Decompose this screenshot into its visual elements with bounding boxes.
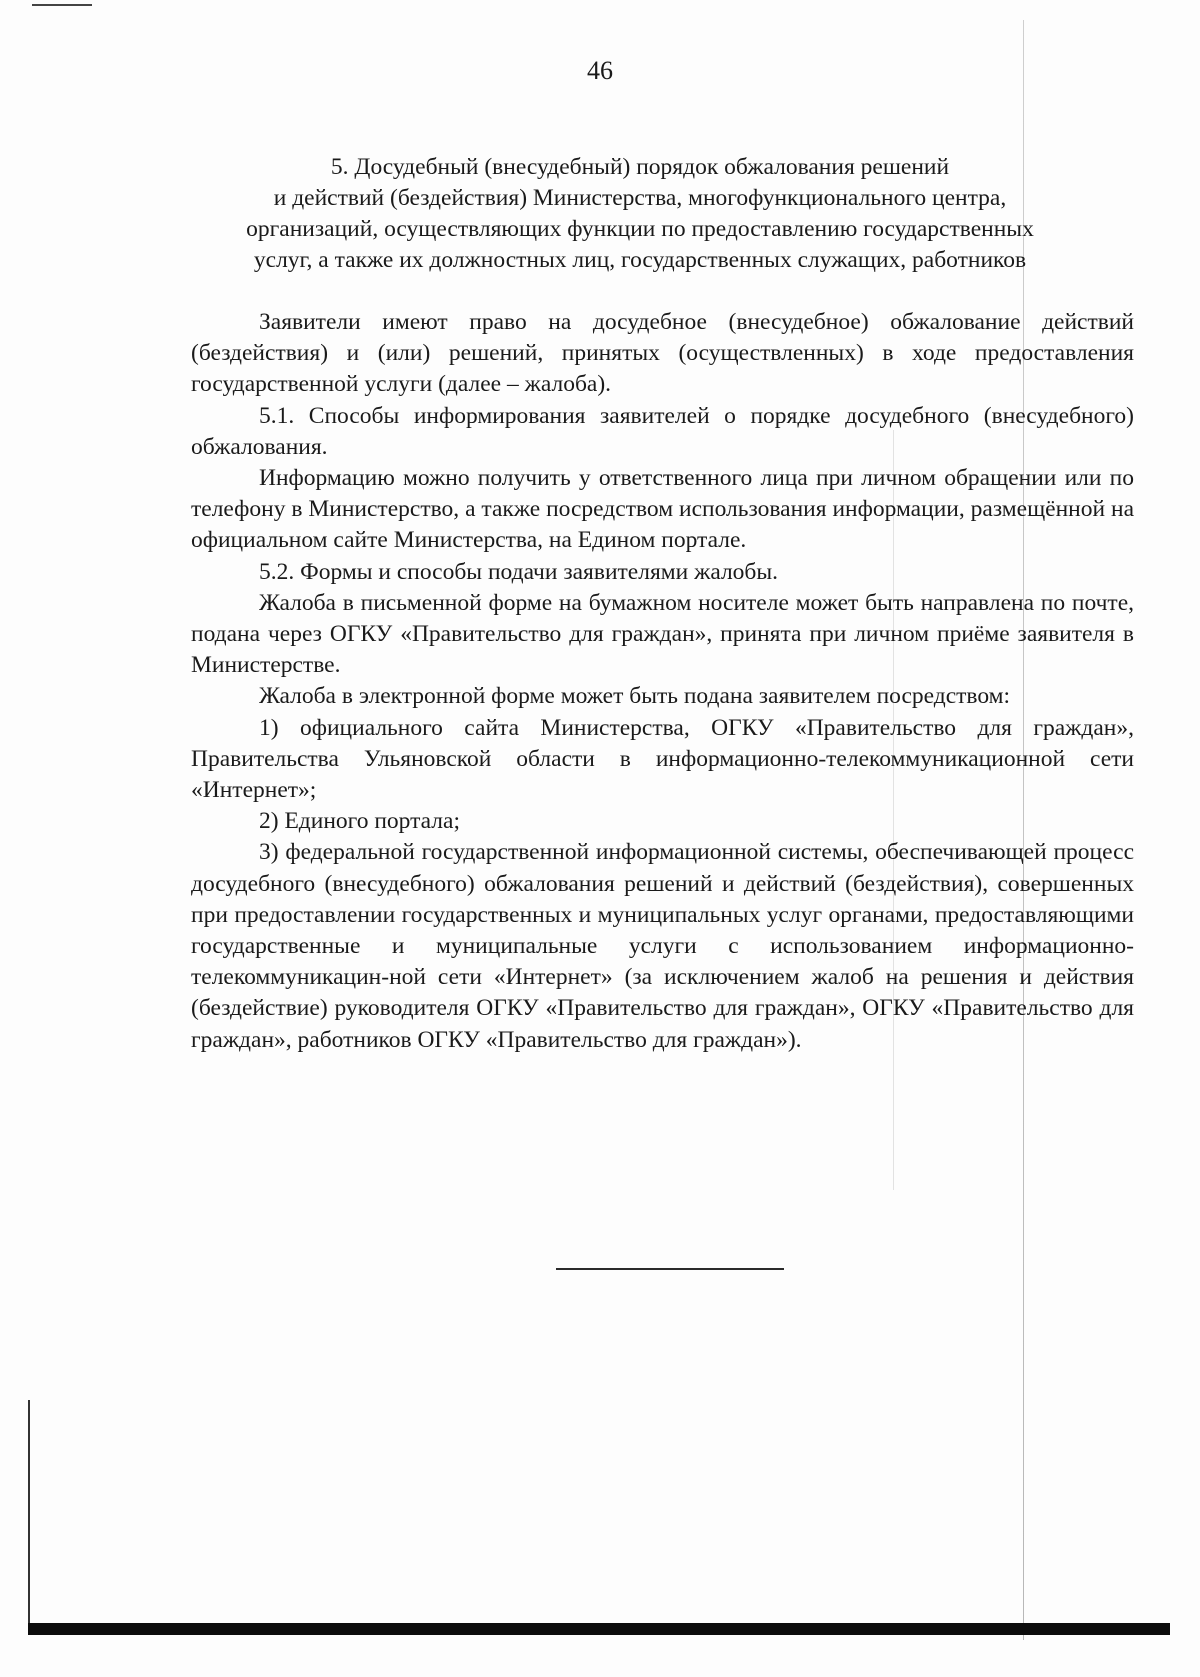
heading-line: 5. Досудебный (внесудебный) порядок обжалования решений (330, 154, 950, 180)
scan-artifact-bottom-bar (28, 1623, 1170, 1635)
list-item-2: 2) Единого портала; (259, 808, 460, 835)
paragraph-complaint-right: Заявители имеют право на досудебное (внесудебное) обжалование действий (бездействия) и (или) решений, принятых (осуществленных) в ходе предоставления государственной услуги (далее – жалоба). (191, 309, 1134, 398)
paragraph-5-2-heading: 5.2. Формы и способы подачи заявителями жалобы. (259, 558, 779, 585)
body-text (191, 307, 1134, 1056)
section-heading (190, 152, 1090, 276)
heading-line: услуг, а также их должностных лиц, государственных служащих, работников (253, 247, 1027, 273)
paragraph-5-1-heading: 5.1. Способы информирования заявителей о порядке досудебного (внесудебного) обжалования. (191, 402, 1134, 460)
heading-line: организаций, осуществляющих функции по предоставлению государственных (246, 216, 1034, 242)
paragraph-information-sources: Информацию можно получить у ответственного лица при личном обращении или по телефону в Министерство, а также посредством использования информации, размещённой на официальном сайте Министерства, на Едином портале. (191, 465, 1134, 554)
list-item-1: 1) официального сайта Министерства, ОГКУ «Правительство для граждан», Правительства Ульяновской области в информационно-телекоммуникационной сети «Интернет»; (191, 714, 1134, 804)
scan-artifact-left-edge (28, 1400, 30, 1630)
heading-line: и действий (бездействия) Министерства, многофункционального центра, (273, 185, 1007, 211)
list-item-3: 3) федеральной государственной информационной системы, обеспечивающей процесс досудебного (внесудебного) обжалования решений и действий (бездействия), совершенных при предоставлении государственных и муниципальных услуг органами, предоставляющими государственные и муниципальные услуги с использованием информационно-телекоммуникацин-ной сети «Интернет» (за исключением жалоб на решения и действия (бездействие) руководителя ОГКУ «Правительство для граждан», ОГКУ «Правительство для граждан», работников ОГКУ «Правительство для граждан»). (191, 839, 1134, 1053)
scan-artifact-top (32, 4, 92, 6)
paragraph-paper-complaint: Жалоба в письменной форме на бумажном носителе может быть направлена по почте, подана через ОГКУ «Правительство для граждан», принята при личном приёме заявителя в Министерстве. (191, 589, 1134, 679)
page-number: 46 (587, 56, 613, 85)
paragraph-electronic-complaint: Жалоба в электронной форме может быть подана заявителем посредством: (259, 683, 1011, 710)
closing-rule (556, 1268, 784, 1270)
